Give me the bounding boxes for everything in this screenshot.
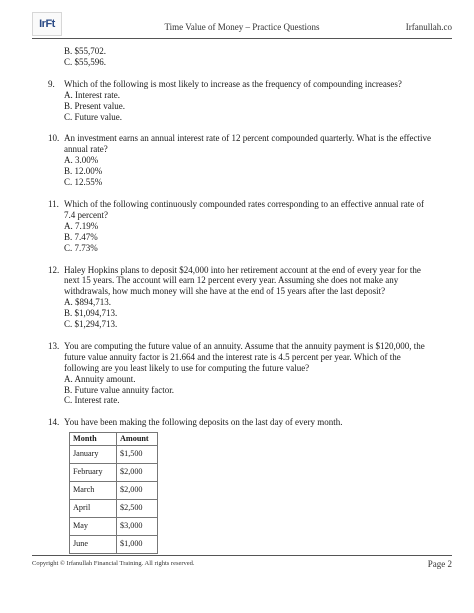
question-number: 12.: [48, 264, 60, 275]
table-row: [70, 482, 158, 500]
month-cell: June: [70, 536, 117, 554]
carryover-options: [48, 46, 434, 68]
question-text: You have been making the following deposits on the last day of every month.: [64, 417, 343, 428]
answer-option: C. Interest rate.: [64, 395, 120, 406]
site-name: Irfanullah.co: [405, 22, 452, 32]
answer-option: B. Future value annuity factor.: [64, 384, 174, 395]
answer-option: A. 7.19%: [64, 220, 99, 231]
header-divider: [32, 38, 452, 39]
answer-option: C. $55,596.: [64, 56, 107, 67]
answer-option: C. 7.73%: [64, 242, 98, 253]
amount-cell: $2,500: [117, 500, 158, 518]
answer-option: A. Interest rate.: [64, 89, 120, 100]
month-cell: January: [70, 446, 117, 464]
answer-option: C. Future value.: [64, 111, 122, 122]
questions-content: [48, 46, 434, 554]
question-text: You are computing the future value of an annuity. Assume that the annuity payment is $120,000, the future value annuity factor is 21.664 and the interest rate is 4.5 percent per year. Which of the following are you least likely to use for computing the future value?: [64, 340, 425, 373]
question-text: An investment earns an annual interest rate of 12 percent compounded quarterly. What is the effective annual rate?: [64, 133, 431, 155]
question-number: 11.: [48, 198, 59, 209]
question-13: [48, 341, 434, 406]
answer-option: C. 12.55%: [64, 177, 103, 188]
question-text: Haley Hopkins plans to deposit $24,000 into her retirement account at the end of every year for the next 15 years. The account will earn 12 percent every year. Assuming she does not make any withdrawals, how much money will she have at the end of 15 years after the last deposit?: [64, 264, 421, 297]
month-cell: May: [70, 518, 117, 536]
amount-cell: $1,500: [117, 446, 158, 464]
month-cell: March: [70, 482, 117, 500]
question-11: [48, 199, 434, 254]
copyright-notice: Copyright © Irfanullah Financial Training. All rights reserved.: [32, 560, 195, 567]
document-title: Time Value of Money – Practice Questions: [164, 22, 320, 32]
question-text: Which of the following is most likely to increase as the frequency of compounding increases?: [64, 78, 402, 89]
question-number: 14.: [48, 417, 60, 428]
answer-option: B. 12.00%: [64, 166, 103, 177]
table-row: [70, 518, 158, 536]
answer-option: A. Annuity amount.: [64, 373, 136, 384]
amount-cell: $2,000: [117, 464, 158, 482]
question-12: [48, 265, 434, 330]
month-cell: February: [70, 464, 117, 482]
column-header-amount: Amount: [117, 433, 158, 446]
answer-option: B. $55,702.: [64, 46, 107, 56]
deposits-table: [69, 432, 158, 554]
page-number: Page 2: [427, 559, 452, 569]
question-10: [48, 133, 434, 188]
question-text: Which of the following continuously compounded rates corresponding to an effective annual rate of 7.4 percent?: [64, 198, 424, 220]
answer-option: B. $1,094,713.: [64, 308, 118, 319]
question-14: [48, 417, 434, 554]
question-9: [48, 79, 434, 123]
footer-divider: [32, 555, 452, 556]
irfanullah-logo: IrFt: [32, 12, 62, 36]
page-footer: [32, 555, 452, 575]
answer-option: A. 3.00%: [64, 155, 99, 166]
answer-option: C. $1,294,713.: [64, 319, 118, 330]
question-number: 9.: [48, 78, 55, 89]
amount-cell: $2,000: [117, 482, 158, 500]
amount-cell: $3,000: [117, 518, 158, 536]
table-row: [70, 536, 158, 554]
month-cell: April: [70, 500, 117, 518]
answer-option: A. $894,713.: [64, 297, 111, 308]
answer-option: B. 7.47%: [64, 231, 98, 242]
table-row: [70, 446, 158, 464]
column-header-month: Month: [70, 433, 117, 446]
question-number: 10.: [48, 133, 60, 144]
question-number: 13.: [48, 340, 60, 351]
answer-option: B. Present value.: [64, 100, 125, 111]
amount-cell: $1,000: [117, 536, 158, 554]
table-header-row: [70, 433, 158, 446]
table-row: [70, 464, 158, 482]
page-header: [32, 10, 452, 42]
table-row: [70, 500, 158, 518]
